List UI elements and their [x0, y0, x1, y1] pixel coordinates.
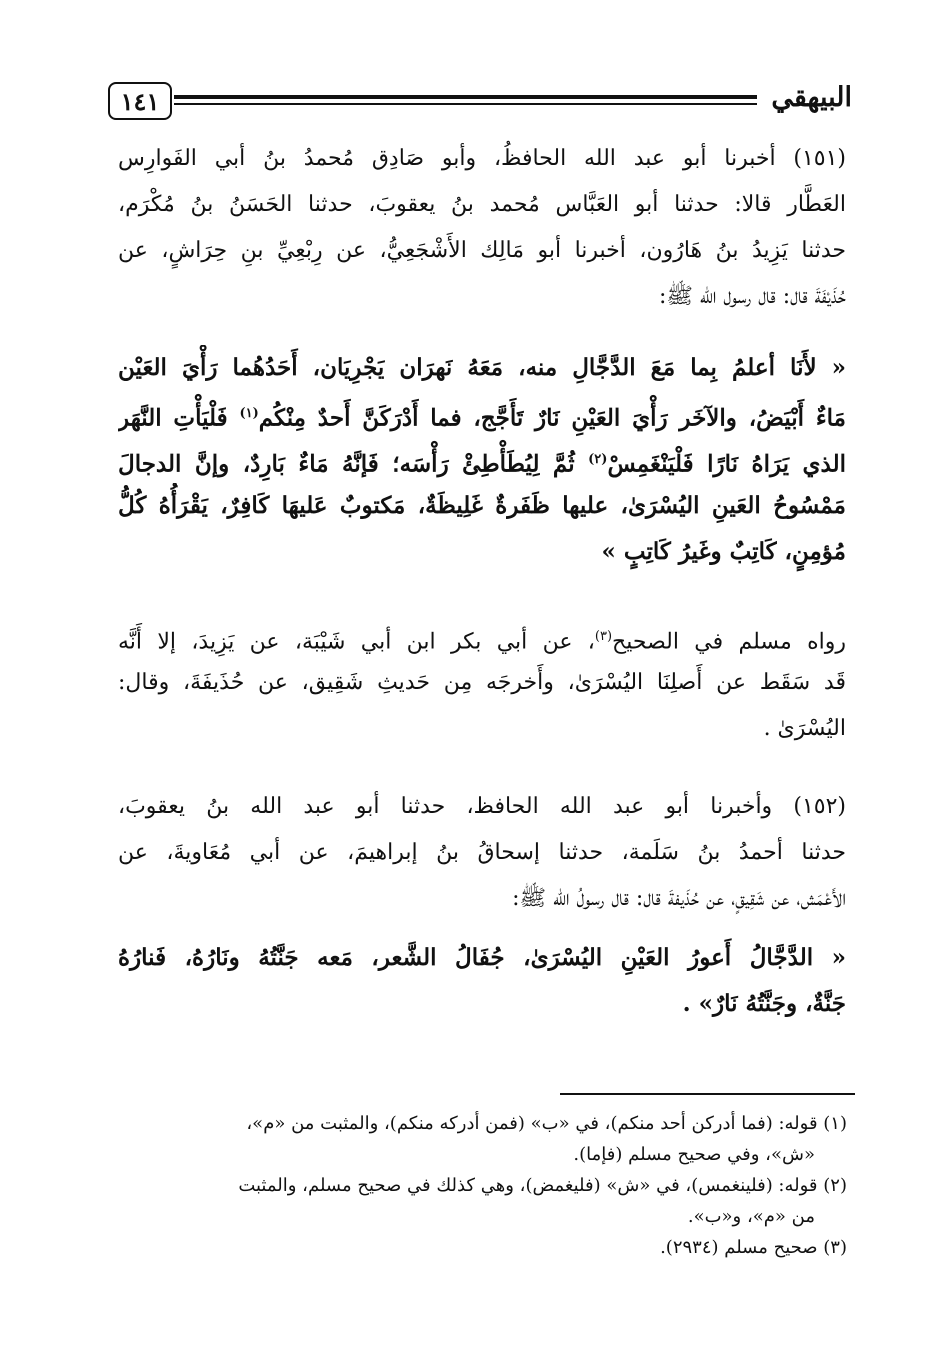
footnote-2-cont: من «م»، و«ب». — [687, 1206, 815, 1227]
text-line — [118, 614, 846, 660]
text-line: (١٥١) أخبرنا أبو عبد الله الحافظُ، وأبو صَادِق مُحمدُ بنُ أبي الفَوارِس — [118, 146, 846, 171]
footnote-divider — [560, 1093, 855, 1095]
hadith-fragment: الذي يَرَاهُ نَارًا فَلْيَنْغَمِسْ — [607, 450, 846, 478]
text-line: الأَعْمَش، عن شَقِيقٍ، عن حُذَيفةَ قال: قال رسولُ الله ﷺ: — [512, 886, 846, 911]
text-fragment: رواه مسلم في الصحيح — [612, 629, 846, 655]
hadith-line: جَنَّةٌ، وجَنَّتُهُ نَارٌ» . — [682, 990, 846, 1017]
footnote-ref-3[interactable]: (٣) — [594, 629, 613, 644]
hadith-line — [118, 391, 846, 437]
hadith-151-isnad — [118, 136, 846, 320]
hadith-line — [118, 437, 846, 483]
commentary — [118, 614, 846, 752]
text-line: حُذَيْفَةَ قال: قال رسول الله ﷺ: — [658, 284, 846, 309]
text-line: العَطَّار قالا: حدثنا أبو العَبَّاس مُحمد بنُ يعقوبَ، حدثنا الحَسَنُ بنُ مُكْرَم، — [118, 192, 846, 217]
hadith-line: « لأَنَا أعلمُ بِما مَعَ الدَّجَّالِ منه، مَعَهُ نَهرَان يَجْرِيَان، أَحَدُهُما رَأْيَ العَيْن — [118, 354, 846, 381]
text-line: قَد سَقَط عن أَصلِنَا اليُسْرَىٰ، وأَخرجَه مِن حَديثِ شَقِيق، عن حُذَيفَةَ، وقال: — [118, 670, 846, 695]
hadith-fragment: فَلْيَأْتِ النَّهَر — [118, 404, 228, 432]
text-line: حدثنا يَزِيدُ بنُ هَارُون، أخبرنا أبو مَالِك الأَشْجَعِيُّ، عن رِبْعِيِّ بنِ حِرَاشٍ، عن — [118, 238, 846, 263]
hadith-line: مُؤمِنٍ، كَاتِبٌ وغَيرُ كَاتِبٍ » — [601, 538, 846, 565]
text-fragment: ، عن أبي بكر ابن أبي شَيْبَة، عن يَزِيدَ، إلا أَنَّه — [118, 629, 595, 655]
book-title: البيهقي — [771, 82, 852, 113]
text-line: اليُسْرَىٰ . — [763, 716, 846, 741]
footnote-1: (١) قوله: (فما أدركن أحد منكم)، في «ب» (فمن أدركه منكم)، والمثبت من «م»، — [246, 1113, 847, 1134]
text-line: (١٥٢) وأخبرنا أبو عبد الله الحافظ، حدثنا أبو عبد الله بنُ يعقوبَ، — [118, 794, 846, 819]
text-line: حدثنا أحمدُ بنُ سَلَمة، حدثنا إسحاقُ بنُ إبراهيمَ، عن أبي مُعَاويةَ، عن — [118, 840, 846, 865]
hadith-152-isnad — [118, 784, 846, 922]
hadith-line: مَمْسُوحُ العَينِ اليُسْرَىٰ، عليها ظَفَرةٌ غَلِيظَةٌ، مَكتوبٌ عَليهَا كَافِرٌ، يَقْرَأُهُ كُلُّ — [118, 492, 846, 519]
page-number: ١٤١ — [108, 82, 172, 120]
footnote-2: (٢) قوله: (فلينغمس)، في «ش» (فليغمض)، وهي كذلك في صحيح مسلم، والمثبت — [238, 1175, 847, 1196]
page-header — [108, 78, 852, 128]
footnote-1-cont: «ش»، وفي صحيح مسلم (فإما). — [573, 1144, 815, 1165]
hadith-152-matn — [118, 935, 846, 1027]
hadith-fragment: ثُمَّ لِيُطَأْطِئْ رَأْسَه؛ فَإنَّهُ مَاءٌ بَارِدٌ، وإنَّ الدجالَ — [118, 450, 575, 478]
footnote-3: (٣) صحيح مسلم (٢٩٣٤). — [660, 1237, 847, 1258]
footnote-ref-2[interactable]: (٢) — [588, 452, 608, 467]
footnote-ref-1[interactable]: (١) — [239, 406, 259, 421]
footnotes — [112, 1108, 847, 1263]
header-rule-thin — [174, 103, 757, 105]
header-rule-thick — [174, 95, 757, 99]
hadith-151-matn — [118, 345, 846, 575]
hadith-line: « الدَّجَّالُ أَعورُ العَيْنِ اليُسْرَىٰ، جُفَالُ الشَّعر، مَعه جَنَّتُهُ ونَارُهُ، فَنارُهُ — [118, 944, 846, 971]
hadith-fragment: مَاءٌ أَبْيَضُ، والآخَر رَأْيَ العَيْنِ نَارٌ تَأَجَّج، فما أَدْرَكَنَّ أَحدٌ مِنْكُم — [258, 404, 846, 432]
